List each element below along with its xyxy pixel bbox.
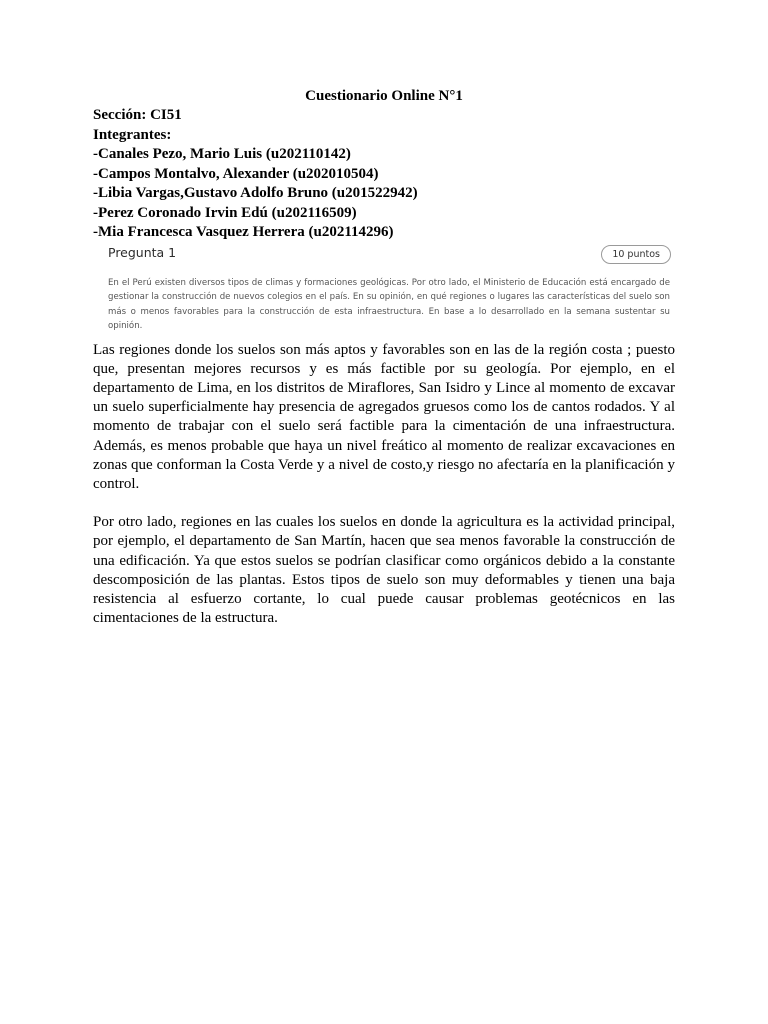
members-heading: Integrantes: — [93, 126, 172, 143]
document-page — [93, 86, 675, 628]
question-text: En el Perú existen diversos tipos de climas y formaciones geológicas. Por otro lado, el Ministerio de Educación está encargado de gestionar la construcción de nuevos colegios en el país. En su opinión, en qué regiones o lugares las características del suelo son más o menos favorables para la construcción de esta infraestructura. En base a lo desarrollado en la semana sustentar su opinión. — [108, 277, 670, 331]
question-screenshot — [93, 244, 675, 331]
points-badge: 10 puntos — [601, 245, 671, 264]
member-line: -Perez Coronado Irvin Edú (u202116509) — [93, 204, 357, 221]
member-line: -Libia Vargas,Gustavo Adolfo Bruno (u201522942) — [93, 185, 418, 201]
member-line: -Mia Francesca Vasquez Herrera (u202114296) — [93, 224, 394, 240]
answer-paragraph-2: Por otro lado, regiones en las cuales los suelos en donde la agricultura es la actividad principal, por ejemplo, el departamento de San Martín, hacen que sea menos favorable la construcción de una edificación. Ya que estos suelos se podrían clasificar como orgánicos debido a la constante descomposición de las plantas. Estos tipos de suelo son muy deformables y tienen una baja resistencia al esfuerzo cortante, lo cual puede causar problemas geotécnicos en las cimentaciones de la estructura. — [93, 514, 675, 627]
member-line: -Campos Montalvo, Alexander (u202010504) — [93, 165, 379, 182]
question-label: Pregunta 1 — [108, 244, 177, 260]
member-line: -Canales Pezo, Mario Luis (u202110142) — [93, 146, 351, 162]
answer-paragraph-1: Las regiones donde los suelos son más aptos y favorables son en las de la región costa ; puesto que, presentan mejores recursos y es más factible por su geología. Por ejemplo, en el departamento de Lima, en los distritos de Miraflores, San Isidro y Lince al momento de excavar un suelo superficialmente hay presencia de agregados gruesos como los de cantos rodados. Y al momento de trabajar con el suelo será factible para la cimentación de una infraestructura. Además, es menos probable que haya un nivel freático al momento de realizar excavaciones en zonas que conforman la Costa Verde y a nivel de costo,y riesgo no afectaría en la planificación y control. — [93, 341, 675, 492]
section-label: Sección: CI51 — [93, 107, 182, 123]
document-title: Cuestionario Online N°1 — [305, 88, 463, 104]
